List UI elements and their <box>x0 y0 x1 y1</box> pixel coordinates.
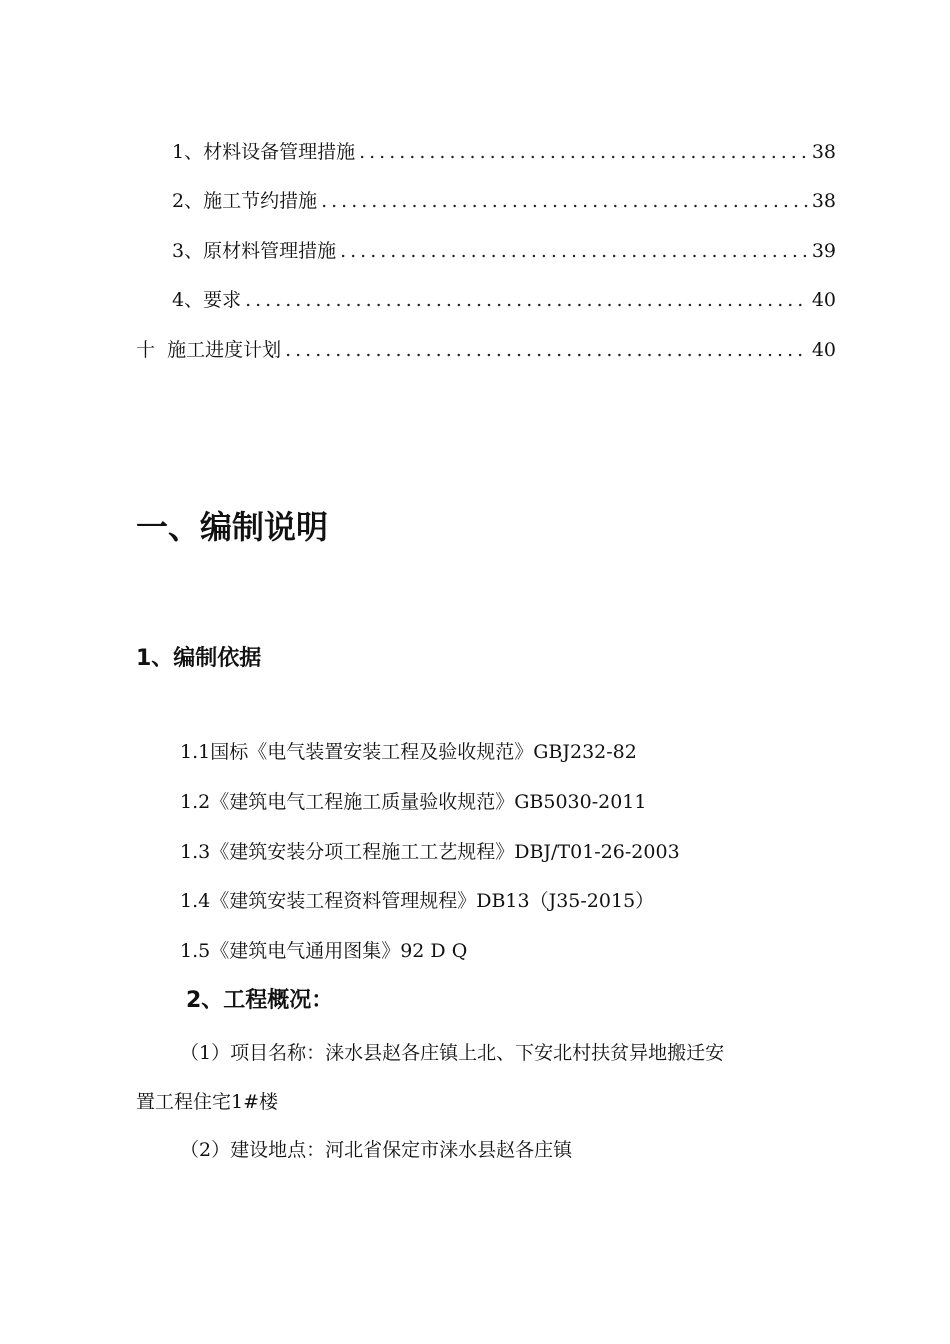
toc-entry-title: 十 施工进度计划 <box>136 339 282 361</box>
section-title: 一、编制说明 <box>136 508 329 546</box>
toc-entry[interactable] <box>172 238 836 264</box>
toc-entry[interactable] <box>136 337 836 363</box>
reference-item: 1.2《建筑电气工程施工质量验收规范》GB5030-2011 <box>180 791 647 813</box>
toc-page-number: 39 <box>811 240 836 262</box>
reference-item: 1.4《建筑安装工程资料管理规程》DB13（J35-2015） <box>180 890 655 912</box>
project-name-continuation: 置工程住宅1#楼 <box>136 1091 279 1113</box>
toc-entry-title: 4、要求 <box>172 289 242 311</box>
toc-leader-dots <box>245 287 808 313</box>
basis-heading: 1、编制依据 <box>136 646 262 671</box>
toc-entry-title: 2、施工节约措施 <box>172 190 318 212</box>
overview-heading: 2、工程概况： <box>186 988 334 1013</box>
reference-item: 1.5《建筑电气通用图集》92 D Q <box>180 940 468 962</box>
toc-entry-title: 1、材料设备管理措施 <box>172 141 356 163</box>
project-name-line: （1）项目名称：涞水县赵各庄镇上北、下安北村扶贫异地搬迁安 <box>180 1042 725 1064</box>
toc-page-number: 38 <box>811 141 836 163</box>
toc-page-number: 40 <box>811 289 836 311</box>
toc-leader-dots <box>321 188 808 214</box>
toc-leader-dots <box>359 139 808 165</box>
toc-entry[interactable] <box>172 139 836 165</box>
toc-entry-title: 3、原材料管理措施 <box>172 240 337 262</box>
toc-entry[interactable] <box>172 287 836 313</box>
reference-item: 1.3《建筑安装分项工程施工工艺规程》DBJ/T01-26-2003 <box>180 841 680 863</box>
toc-page-number: 38 <box>811 190 836 212</box>
reference-item: 1.1国标《电气装置安装工程及验收规范》GBJ232-82 <box>180 741 637 763</box>
toc-entry[interactable] <box>172 188 836 214</box>
toc-page-number: 40 <box>811 339 836 361</box>
project-location: （2）建设地点：河北省保定市涞水县赵各庄镇 <box>180 1139 573 1161</box>
toc-leader-dots <box>340 238 808 264</box>
toc-leader-dots <box>285 337 808 363</box>
